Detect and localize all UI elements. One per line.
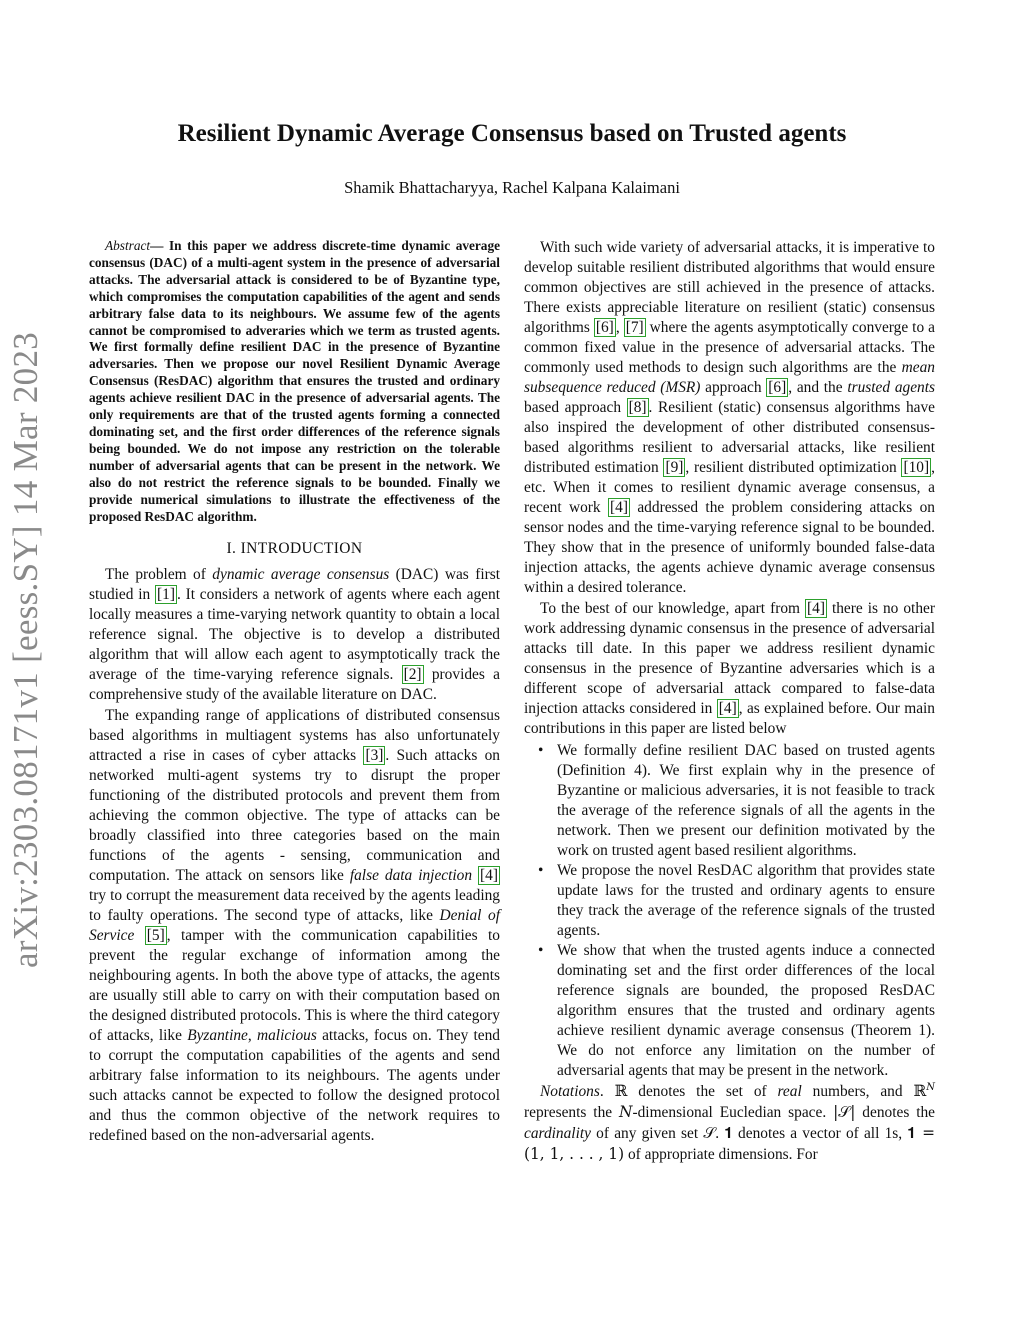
citation-link[interactable]: [4] [718,700,737,717]
citation-link[interactable]: [4] [610,499,628,516]
citation-link[interactable]: [10] [903,459,930,476]
list-item: • We propose the novel ResDAC algorithm that provides state update laws for the trusted and ordinary agents to ensure they track the average of the reference signals of the trusted agents. [538,862,935,939]
paper-title: Resilient Dynamic Average Consensus based on Trusted agents [177,120,847,147]
contributions-list [524,741,935,1081]
list-item: • We formally define resilient DAC based on trusted agents (Definition 4). We first explain why in the presence of Byzantine or malicious adversaries, it is not feasible to track the average of the reference signals of all the agents in the network. Then we present our definition motivated by the work on trusted agent based resilient algorithms. [538,742,935,859]
term-msr: mean subsequence reduced (MSR) [524,359,935,396]
citation-link[interactable]: [2] [403,666,422,684]
intro-paragraph-2: The expanding range of applications of distributed consensus based algorithms in multiagent systems has also unfortunately attracted a rise in cases of cyber attacks [3] . Such attacks on networked multi-agent systems try to disrupt the proper functioning of the distributed protocols and prevent them from achieving the common objective. The type of attacks can be broadly classified into three categories based on the main functions of the agents - sensing, communication and computation. The attack on sensors like false data injection [4] try to corrupt the measurement data received by the agents leading to faulty operations. The second type of attacks, like Denial of Service [5] , tamper with the communication capabilities to prevent the regular exchange of information among the neighbouring agents. In both the above type of attacks, the agents are usually still able to carry on with their computation based on the designed distributed protocols. This is where the third category of attacks, like Byzantine, malicious attacks, focus on. They tend to corrupt the computation capabilities of the agents and send arbitrary false information to its neighbours. The agents under such attacks cannot be expected to follow the designed protocol and thus the common objective of the network requires to redefined based on the non-adversarial agents. [89,707,501,1145]
notations-label: Notations [540,1083,600,1100]
citation-link[interactable]: [1] [157,586,175,604]
bullet-icon: • [538,862,544,879]
citation-link[interactable]: [6] [768,379,787,396]
bullet-icon: • [538,742,544,759]
citation-link[interactable]: [7] [625,319,644,336]
citation-link[interactable]: [4] [807,600,825,617]
term-denial-of-service: Denial of Service [89,907,500,945]
term-byzantine: Byzantine [187,1027,248,1045]
term-dac: dynamic average consensus [212,566,390,584]
section-heading-introduction: I. INTRODUCTION [226,540,363,558]
notations-paragraph: Notations. ℝ denotes the set of real numbers, and ℝ$^N$ represents the N-dimensional Eucledian space. |𝒮| denotes the cardinality of any given set 𝒮. 𝟏 denotes a vector of all 1s, 𝟏 = (1, 1, . . . , 1) of appropriate dimensions. For [524,1081,936,1163]
paper-authors: Shamik Bhattacharyya, Rachel Kalpana Kalaimani [344,178,680,197]
right-column [524,238,935,1165]
citation-link[interactable]: [8] [628,399,647,416]
term-false-data-injection: false data injection [349,867,473,885]
citation-link[interactable]: [6] [595,319,614,336]
bullet-icon: • [538,942,544,959]
right-paragraph-2: To the best of our knowledge, apart from [4] there is no other work addressing dynamic consensus in the presence of adversarial attacks till date. In this paper we address resilient dynamic consensus in the presence of Byzantine adversaries which is a different scope of adversarial attack compared to false-data injection attacks considered in [4] , as explained before. Our main contributions in this paper are listed below [524,600,935,737]
left-column [89,238,500,1146]
citation-link[interactable]: [5] [146,927,165,945]
arxiv-identifier-stamp [6,331,46,969]
term-trusted-agents: trusted agents [847,379,935,396]
abstract-label: Abstract [105,238,151,253]
citation-link[interactable]: [3] [365,747,384,765]
citation-link[interactable]: [4] [480,867,498,885]
intro-paragraph-1: The problem of dynamic average consensus (DAC) was first studied in [1] . It considers a network of agents where each agent locally measures a time-varying network quantity to obtain a local reference signal. The objective is to develop a distributed algorithm that will allow each agent to asymptotically track the average of the time-varying reference signals. [2] provides a comprehensive study of the available literature on DAC. [89,566,501,704]
term-malicious: malicious [256,1027,317,1045]
list-item: • We show that when the trusted agents induce a connected dominating set and the first order differences of the local reference signals are bounded, the proposed ResDAC algorithm ensures that the trusted and ordinary agents achieve resilient dynamic average consensus (Theorem 1). We do not enforce any limitation on the number of adversarial agents that may be present in the network. [538,942,935,1079]
abstract-text: — In this paper we address discrete-time dynamic average consensus (DAC) of a multi-agent system in the presence of adversarial attacks. The adversarial attack is considered to be of Byzantine type, which compromises the computation capabilities of the agent and sends arbitrary false data to its neighbours. We assume few of the agents cannot be compromised to adveraries which we term as trusted agents. We first formally define resilient DAC in the presence of Byzantine adversaries. Then we propose our novel Resilient Dynamic Average Consensus (ResDAC) algorithm that ensures the trusted and ordinary agents achieve resilient DAC in the presence of adversarial agents. The only requirements are that of the trusted agents forming a connected dominating set, and the first order differences of the reference signals being bounded. We do not impose any restriction on the tolerable number of adversarial agents that can be present in the network. We also do not restrict the reference signals to be bounded. Finally we provide numerical simulations to illustrate the effectiveness of the proposed ResDAC algorithm. [89,238,500,524]
arxiv-identifier-text: arXiv:2303.08171v1 [eess.SY] 14 Mar 2023 [6,331,45,969]
citation-link[interactable]: [9] [665,459,684,476]
abstract [89,238,500,525]
right-paragraph-1: With such wide variety of adversarial attacks, it is imperative to develop suitable resilient distributed algorithms that would ensure common objectives are still achieved in the presence of attacks. There exists appreciable literature on resilient (static) consensus algorithms [6] , [7] where the agents asymptotically converge to a common fixed value in the presence of adversarial attacks. The commonly used methods to design such algorithms are the mean subsequence reduced (MSR) approach [6] , and the trusted agents based approach [8] . Resilient (static) consensus algorithms have also inspired the development of other distributed consensus-based algorithms resilient to adversarial attacks, like resilient distributed estimation [9] , resilient distributed optimization [10] , etc. When it comes to resilient dynamic average consensus, a recent work [4] addressed the problem considering attacks on sensor nodes and the time-varying reference signal to be bounded. They show that in the presence of uniformly bounded false-data injection attacks, the agents achieve dynamic average consensus within a desired tolerance. [524,239,936,596]
